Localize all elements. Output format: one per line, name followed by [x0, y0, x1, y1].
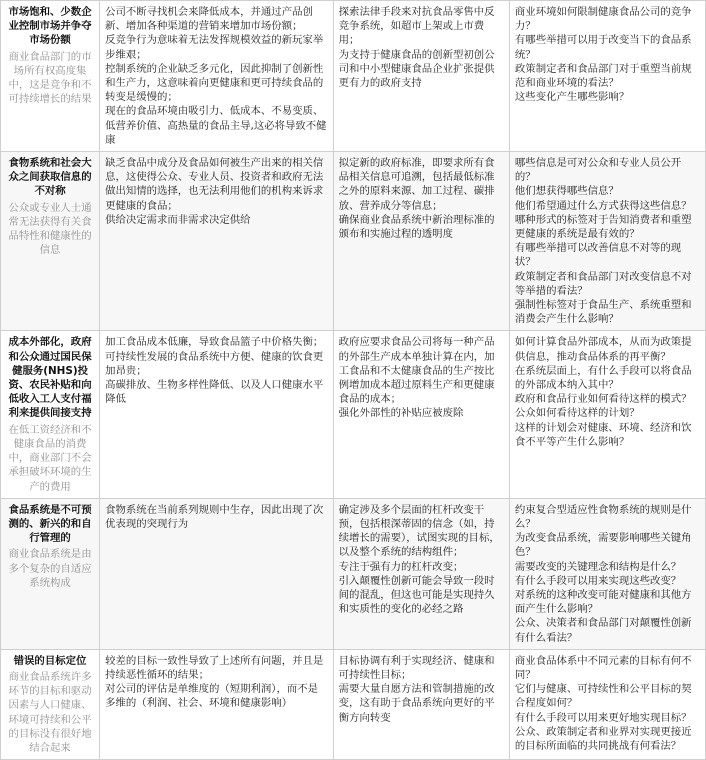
intervention-line: 为支持于健康食品的创新型初创公司和中小型健康食品企业扩张提供更有力的政府支持 — [338, 48, 495, 90]
interventions-cell — [333, 1, 509, 152]
effects-cell — [100, 1, 334, 152]
question-line: 他们希望通过什么方式获得这些信息？ — [514, 199, 692, 212]
questions-cell — [509, 1, 705, 152]
question-line: 约束复合型适应性食物系统的规则是什么？ — [514, 503, 692, 530]
issue-description: 商业食品系统许多环节的目标和驱动因素与人口健康、环境可持续和公平的目标没有很好地结合起来 — [8, 670, 92, 754]
question-line: 需要改变的关键理念和结构是什么？ — [514, 560, 682, 573]
question-line: 有什么手段可以用来更好地实现目标？ — [514, 711, 692, 724]
questions-cell — [509, 649, 705, 759]
interventions-cell — [333, 152, 509, 331]
effect-line: 可持续性发展的食品系统中方便、健康的饮食更加昂贵； — [105, 350, 324, 377]
effect-line: 缺乏食品中成分及食品如何被生产出来的相关信息，这使得公众、专业人员、投资者和政府无法做出知情的选择，也无法利用他们的机构来诉求更健康的食品； — [105, 157, 324, 212]
question-line: 政策制定者和食品部门对于重塑当前规范和商业环境的看法？ — [514, 62, 692, 90]
question-line: 为改变食品系统，需要影响哪些关键角色？ — [514, 532, 692, 559]
intervention-line: 探索法律手段来对抗食品零售中反竞争系统，如超市上架或上市费用； — [338, 6, 495, 47]
question-line: 商业食品体系中不同元素的目标有何不同？ — [514, 654, 692, 681]
table-row — [1, 649, 706, 759]
question-line: 这些变化产生哪些影响？ — [514, 91, 630, 104]
question-line: 哪些信息是可对公众和专业人员公开的？ — [514, 157, 682, 184]
question-line: 政府和食品行业如何看待这样的模式？ — [514, 393, 692, 406]
interventions-cell — [333, 649, 509, 759]
effect-line: 较差的目标一致性导致了上述所有问题，并且是持续恶性循环的结果； — [105, 654, 324, 681]
intervention-line: 需要大量自愿方法和管制措施的改变，这有助于食品系统向更好的平衡方向转变 — [338, 683, 495, 724]
question-line: 有哪些举措可以改善信息不对等的现状？ — [514, 242, 682, 269]
effect-line: 对公司的评估是单维度的（短期利润），而不是多维的（利润、社会、环境和健康影响） — [105, 683, 319, 710]
table-row — [1, 1, 706, 152]
question-line: 它们与健康、可持续性和公平目标的契合程度如何？ — [514, 683, 692, 710]
issue-description: 公众或专业人士通常无法获得有关食品特性和健康性的信息 — [8, 201, 92, 257]
issue-description: 商业食品系统是由多个复杂的自适应系统构成 — [8, 548, 92, 589]
effect-line: 食物系统在当前系列规则中生存，因此出现了次优表现的突现行为 — [105, 503, 324, 530]
effect-line: 高碳排放、生物多样性降低、以及人口健康水平降低 — [105, 379, 324, 406]
intervention-line: 拟定新的政府标准，即要求所有食品相关信息可追溯，包括最低标准之外的原料来源、加工过程、碳排放、营养成分等信息； — [338, 157, 495, 212]
issue-cell — [1, 1, 100, 152]
effect-line: 控制系统的企业缺乏多元化，因此抑制了创新性和生产力，这意味着向更健康和更可持续食品的转变是缓慢的； — [105, 62, 324, 104]
issue-cell — [1, 331, 100, 498]
table-row — [1, 498, 706, 649]
issue-description: 商业食品部门的市场所有权高度集中，这是竞争和不可持续增长的结果 — [8, 50, 92, 106]
question-line: 这样的计划会对健康、环境、经济和饮食不平等产生什么影响？ — [514, 421, 692, 448]
intervention-line: 专注于强有力的杠杆改变； — [338, 560, 464, 573]
effects-cell — [100, 331, 334, 498]
question-line: 有哪些举措可以用于改变当下的食品系统？ — [514, 34, 692, 61]
intervention-line: 引入颠覆性创新可能会导致一段时间的混乱，但这也可能是实现持久和实质性的变化的必经之路 — [338, 574, 495, 616]
issue-title: 食品系统是不可预测的、新兴的和自行管理的 — [8, 503, 92, 545]
intervention-line: 强化外部性的补贴应被废除 — [338, 407, 464, 420]
issue-description: 在低工资经济和不健康食品的消费中，商业部门不会承担破坏环境的生产的费用 — [8, 423, 92, 493]
issue-cell — [1, 498, 100, 649]
table-row — [1, 152, 706, 331]
question-line: 在系统层面上，有什么手段可以将食品的外部成本纳入其中？ — [514, 364, 692, 392]
effect-line: 加工食品成本低廉，导致食品篮子中价格失衡； — [105, 336, 324, 349]
effects-cell — [100, 152, 334, 331]
intervention-line: 目标协调有利于实现经济、健康和可持续性目标； — [338, 654, 495, 681]
effects-cell — [100, 498, 334, 649]
effect-line: 供给决定需求而非需求决定供给 — [105, 213, 251, 226]
question-line: 对系统的这种改变可能对健康和其他方面产生什么影响？ — [514, 588, 692, 616]
question-line: 如何计算食品外部成本，从而为政策提供信息，推动食品体系的再平衡？ — [514, 336, 692, 363]
policy-table-body — [1, 1, 706, 760]
issue-title: 成本外部化，政府和公众通过国民保健服务(NHS)投资、农民补贴和向低收入工人支付福利来提供间接支持 — [8, 336, 92, 420]
table-row — [1, 331, 706, 498]
question-line: 强制性标签对于食品生产、系统重塑和消费会产生什么影响？ — [514, 299, 692, 326]
interventions-cell — [333, 331, 509, 498]
effect-line: 公司不断寻找机会来降低成本，并通过产品创新、增加各种渠道的营销来增加市场份额； — [105, 6, 313, 33]
questions-cell — [509, 152, 705, 331]
interventions-cell — [333, 498, 509, 649]
intervention-line: 确保商业食品系统中新治理标准的颁布和实施过程的透明度 — [338, 213, 495, 241]
intervention-line: 政府应要求食品公司将每一种产品的外部生产成本单独计算在内，加工食品和不太健康食品的生产按比例增加成本超过原料生产和更健康食品的成本； — [338, 336, 495, 406]
intervention-line: 确定涉及多个层面的杠杆改变干预，包括根深蒂固的信念（如，持续增长的需要），试图实现的目标，以及整个系统的结构组件； — [338, 503, 500, 559]
question-line: 公众、决策者和食品部门对颠覆性创新有什么看法？ — [514, 617, 692, 644]
question-line: 公众、政策制定者和业界对实现更接近的目标所面临的共同挑战有何看法？ — [514, 725, 692, 752]
question-line: 政策制定者和食品部门对改变信息不对等举措的看法？ — [514, 270, 692, 297]
effect-line: 反竞争行为意味着无法发挥规模效益的新玩家举步维艰； — [105, 34, 324, 61]
issue-title: 错误的目标定位 — [13, 654, 87, 667]
issue-title: 市场饱和、少数企业控制市场并争夺市场份额 — [8, 6, 92, 47]
questions-cell — [509, 498, 705, 649]
question-line: 商业环境如何限制健康食品公司的竞争力？ — [514, 6, 692, 33]
questions-cell — [509, 331, 705, 498]
issue-cell — [1, 649, 100, 759]
effects-cell — [100, 649, 334, 759]
issue-cell — [1, 152, 100, 331]
question-line: 公众如何看待这样的计划？ — [514, 407, 640, 420]
question-line: 他们想获得哪些信息？ — [514, 185, 619, 198]
question-line: 有什么手段可以用来实现这些改变？ — [514, 574, 682, 587]
issue-title: 食物系统和社会大众之间获取信息的不对称 — [8, 157, 92, 198]
question-line: 哪种形式的标签对于告知消费者和重塑更健康的系统是最有效的？ — [514, 213, 692, 241]
effect-line: 现在的食品环境由吸引力、低成本、不易变质、低营养价值、高热量的食品主导,这必将导致不健康 — [105, 105, 327, 146]
